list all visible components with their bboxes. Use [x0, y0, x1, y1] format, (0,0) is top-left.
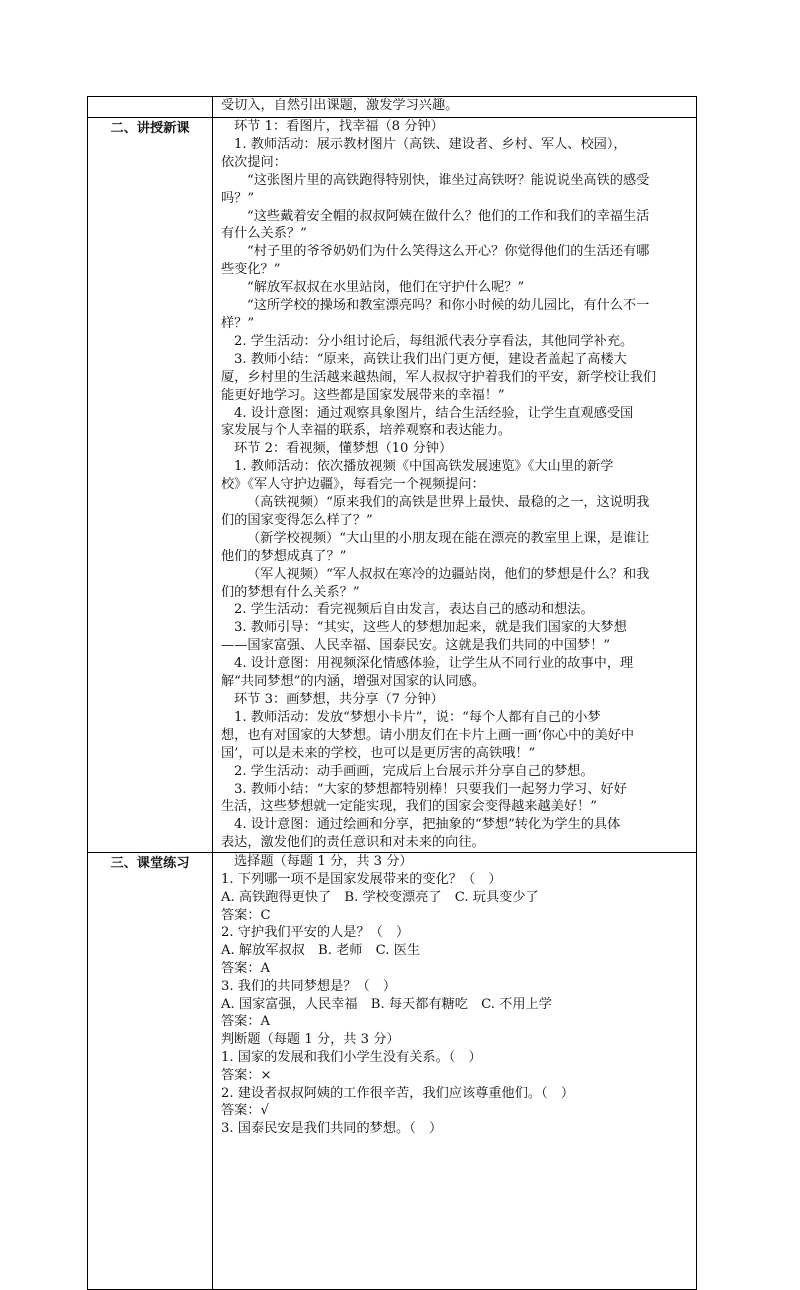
- question: 2. 守护我们平安的人是？（ ）: [221, 925, 410, 941]
- question: 3. 国泰民安是我们共同的梦想。（ ）: [221, 1121, 443, 1137]
- answer: 答案：C: [221, 907, 271, 923]
- text-line: 3. 教师引导：“其实，这些人的梦想加起来，就是我们国家的大梦想: [234, 620, 627, 636]
- step-heading: 环节 3：画梦想，共分享（7 分钟）: [234, 692, 444, 707]
- question-options: A. 解放军叔叔 B. 老师 C. 医生: [221, 943, 421, 959]
- text-line: 1. 教师活动：依次播放视频《中国高铁发展速览》《大山里的新学: [234, 459, 614, 475]
- answer: 答案：√: [221, 1103, 269, 1119]
- text-line: 们的国家变得怎么样了？”: [221, 512, 373, 528]
- question: 1. 下列哪一项不是国家发展带来的变化？（ ）: [221, 871, 502, 887]
- text-line: 1. 教师活动：发放“梦想小卡片”，说：“每个人都有自己的小梦: [234, 709, 601, 725]
- text-line: 想，也有对国家的大梦想。请小朋友们在卡片上画一画‘你心中的美好中: [221, 727, 635, 743]
- text-line: “这所学校的操场和教室漂亮吗？和你小时候的幼儿园比，有什么不一: [247, 298, 650, 314]
- table-row-practice: [88, 853, 697, 1290]
- text-line: 生活，这些梦想就一定能实现，我们的国家会变得越来越美好！”: [221, 799, 597, 815]
- text-line: 家发展与个人幸福的联系，培养观察和表达能力。: [221, 423, 512, 439]
- text-line: 4. 设计意图：用视频深化情感体验，让学生从不同行业的故事中，理: [234, 656, 634, 672]
- text-line: 有什么关系？”: [221, 226, 307, 242]
- text-line: 受切入，自然引出课题，激发学习兴趣。: [221, 98, 459, 113]
- lesson-plan-table: [87, 96, 697, 1290]
- table-row-intro: [88, 97, 697, 118]
- text-line: 校》《军人守护边疆》，每看完一个视频提问：: [221, 477, 485, 493]
- question: 1. 国家的发展和我们小学生没有关系。（ ）: [221, 1049, 482, 1065]
- text-line: （军人视频）“军人叔叔在寒冷的边疆站岗，他们的梦想是什么？和我: [247, 566, 650, 582]
- text-line: 解“共同梦想”的内涵，增强对国家的认同感。: [221, 674, 486, 690]
- text-line: 厦，乡村里的生活越来越热闹，军人叔叔守护着我们的平安，新学校让我们: [221, 369, 657, 385]
- row-label-intro: [88, 97, 213, 118]
- text-line: 们的梦想有什么关系？”: [221, 584, 360, 600]
- text-line: “这些戴着安全帽的叔叔阿姨在做什么？他们的工作和我们的幸福生活: [247, 208, 650, 224]
- question: 3. 我们的共同梦想是？（ ）: [221, 978, 397, 994]
- text-line: 1. 教师活动：展示教材图片（高铁、建设者、乡村、军人、校园），: [234, 136, 627, 152]
- text-line: ——国家富强、人民幸福、国泰民安。这就是我们共同的中国梦！”: [221, 638, 611, 654]
- question-group-heading: 判断题（每题 1 分，共 3 分）: [221, 1032, 400, 1048]
- text-line: 2. 学生活动：分小组讨论后，每组派代表分享看法，其他同学补充。: [234, 333, 634, 349]
- text-line: （高铁视频）“原来我们的高铁是世界上最快、最稳的之一，这说明我: [247, 495, 650, 511]
- text-line: 吗？”: [221, 190, 255, 206]
- section-label-new-lesson: 二、讲授新课: [88, 118, 213, 853]
- section-content-practice: [213, 853, 697, 1290]
- text-line: 4. 设计意图：通过观察具象图片，结合生活经验，让学生直观感受国: [234, 405, 634, 421]
- text-line: 能更好地学习。这些都是国家发展带来的幸福！”: [221, 387, 505, 403]
- text-line: （新学校视频）“大山里的小朋友现在能在漂亮的教室里上课，是谁让: [247, 530, 650, 546]
- section-content-new-lesson: [213, 118, 697, 853]
- question-group-heading: 选择题（每题 1 分，共 3 分）: [234, 854, 413, 870]
- text-line: 表达，激发他们的责任意识和对未来的向往。: [221, 835, 485, 851]
- step-heading: 环节 1：看图片，找幸福（8 分钟）: [234, 119, 444, 134]
- text-line: 2. 学生活动：动手画画，完成后上台展示并分享自己的梦想。: [234, 763, 594, 779]
- question-options: A. 国家富强，人民幸福 B. 每天都有糖吃 C. 不用上学: [221, 996, 552, 1012]
- row-content-intro: [213, 97, 697, 118]
- text-line: 2. 学生活动：看完视频后自由发言，表达自己的感动和想法。: [234, 602, 594, 618]
- step-heading: 环节 2：看视频，懂梦想（10 分钟）: [234, 441, 453, 457]
- text-line: “解放军叔叔在水里站岗，他们在守护什么呢？”: [247, 280, 525, 296]
- text-line: 4. 设计意图：通过绘画和分享，把抽象的“梦想”转化为学生的具体: [234, 817, 621, 833]
- table-row-new-lesson: [88, 118, 697, 853]
- answer: 答案：A: [221, 1014, 271, 1030]
- question: 2. 建设者叔叔阿姨的工作很辛苦，我们应该尊重他们。（ ）: [221, 1085, 575, 1101]
- text-line: 些变化？”: [221, 262, 281, 278]
- text-line: 依次提问：: [221, 154, 287, 170]
- text-line: “这张图片里的高铁跑得特别快，谁坐过高铁呀？能说说坐高铁的感受: [247, 172, 650, 188]
- text-line: 3. 教师小结：“原来，高铁让我们出门更方便，建设者盖起了高楼大: [234, 351, 627, 367]
- text-line: “村子里的爷爷奶奶们为什么笑得这么开心？你觉得他们的生活还有哪: [247, 244, 650, 260]
- answer: 答案：A: [221, 960, 271, 976]
- text-line: 国’，可以是未来的学校，也可以是更厉害的高铁哦！”: [221, 745, 536, 761]
- text-line: 样？”: [221, 315, 255, 331]
- question-options: A. 高铁跑得更快了 B. 学校变漂亮了 C. 玩具变少了: [221, 889, 539, 905]
- text-line: 他们的梦想成真了？”: [221, 548, 347, 564]
- answer: 答案：×: [221, 1067, 272, 1083]
- section-label-practice: 三、课堂练习: [88, 853, 213, 1290]
- text-line: 3. 教师小结：“大家的梦想都特别棒！只要我们一起努力学习、好好: [234, 781, 627, 797]
